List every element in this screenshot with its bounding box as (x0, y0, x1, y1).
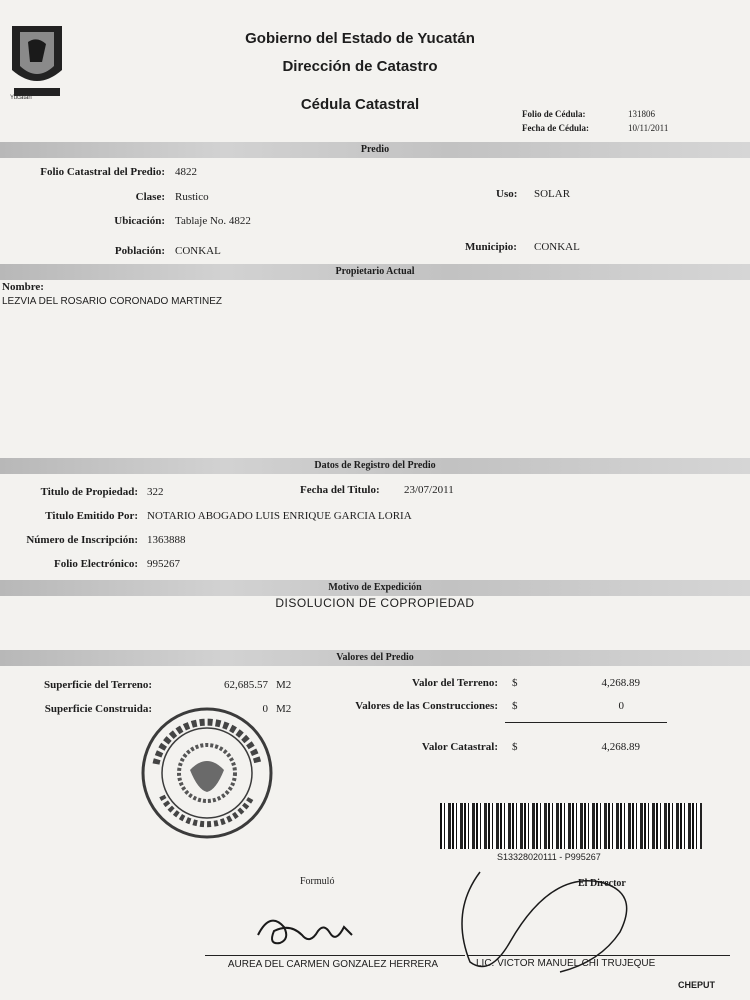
folio-cedula-label: Folio de Cédula: (522, 109, 586, 119)
superficie-terreno-unit: M2 (276, 679, 292, 691)
director-signature-line (468, 955, 730, 956)
valor-terreno-currency: $ (512, 677, 518, 689)
valor-construcciones-value: 0 (618, 700, 624, 712)
inscripcion-value: 1363888 (147, 534, 186, 546)
corner-mark: CHEPUT (678, 980, 716, 990)
section-registro: Datos de Registro del Predio (0, 458, 750, 474)
ubicacion-value: Tablaje No. 4822 (175, 215, 251, 227)
folio-electronico-value: 995267 (147, 558, 180, 570)
signature-formulo (250, 905, 360, 955)
municipio-label: Municipio: (465, 241, 517, 253)
header-government: Gobierno del Estado de Yucatán (245, 30, 475, 47)
section-propietario: Propietario Actual (0, 264, 750, 280)
fecha-cedula-label: Fecha de Cédula: (522, 123, 589, 133)
titulo-label: Titulo de Propiedad: (40, 486, 138, 498)
nombre-value: LEZVIA DEL ROSARIO CORONADO MARTINEZ (2, 296, 223, 307)
header-department: Dirección de Catastro (282, 58, 438, 75)
fecha-titulo-label: Fecha del Titulo: (300, 484, 380, 496)
superficie-terreno-value: 62,685.57 (224, 679, 268, 691)
formulo-signature-line (205, 955, 465, 956)
nombre-label: Nombre: (2, 281, 44, 293)
section-predio: Predio (0, 142, 750, 158)
coat-of-arms-logo (8, 22, 66, 100)
uso-label: Uso: (496, 188, 518, 200)
folio-electronico-label: Folio Electrónico: (53, 558, 138, 570)
fecha-titulo-value: 23/07/2011 (404, 484, 454, 496)
superficie-construida-unit: M2 (276, 703, 292, 715)
superficie-construida-value: 0 (262, 703, 268, 715)
uso-value: SOLAR (534, 188, 571, 200)
section-motivo: Motivo de Expedición (0, 580, 750, 596)
valor-catastral-value: 4,268.89 (601, 741, 640, 753)
fecha-cedula-value: 10/11/2011 (628, 123, 669, 133)
clase-value: Rustico (175, 191, 209, 203)
section-valores: Valores del Predio (0, 650, 750, 666)
director-label: El Director (578, 878, 626, 889)
titulo-value: 322 (147, 486, 164, 498)
folio-catastral-label: Folio Catastral del Predio: (40, 166, 165, 178)
poblacion-label: Población: (114, 245, 165, 257)
ubicacion-label: Ubicación: (114, 215, 165, 227)
valor-construcciones-label: Valores de las Construcciones: (355, 700, 498, 712)
valor-catastral-label: Valor Catastral: (421, 741, 498, 753)
poblacion-value: CONKAL (175, 245, 221, 257)
formulo-name: AUREA DEL CARMEN GONZALEZ HERRERA (227, 959, 439, 970)
official-seal-icon (138, 704, 276, 842)
valor-catastral-currency: $ (512, 741, 518, 753)
barcode-text: S13328020111 - P995267 (497, 852, 601, 862)
clase-label: Clase: (135, 191, 165, 203)
inscripcion-label: Número de Inscripción: (26, 534, 138, 546)
valor-terreno-label: Valor del Terreno: (412, 677, 498, 689)
superficie-construida-label: Superficie Construida: (44, 703, 152, 715)
superficie-terreno-label: Superficie del Terreno: (44, 679, 152, 691)
logo-caption: Yucatán (10, 95, 32, 101)
valor-terreno-value: 4,268.89 (601, 677, 640, 689)
page-title: Cédula Catastral (300, 96, 420, 113)
motivo-value: DISOLUCION DE COPROPIEDAD (275, 596, 475, 610)
barcode (440, 803, 702, 849)
folio-cedula-value: 131806 (628, 109, 655, 119)
folio-catastral-value: 4822 (175, 166, 197, 178)
emitido-label: Titulo Emitido Por: (45, 510, 138, 522)
total-rule (505, 722, 667, 723)
municipio-value: CONKAL (534, 241, 580, 253)
valor-construcciones-currency: $ (512, 700, 518, 712)
emitido-value: NOTARIO ABOGADO LUIS ENRIQUE GARCIA LORIA (147, 510, 412, 522)
director-name: LIC. VICTOR MANUEL CHI TRUJEQUE (476, 958, 656, 969)
formulo-label: Formuló (300, 876, 335, 887)
